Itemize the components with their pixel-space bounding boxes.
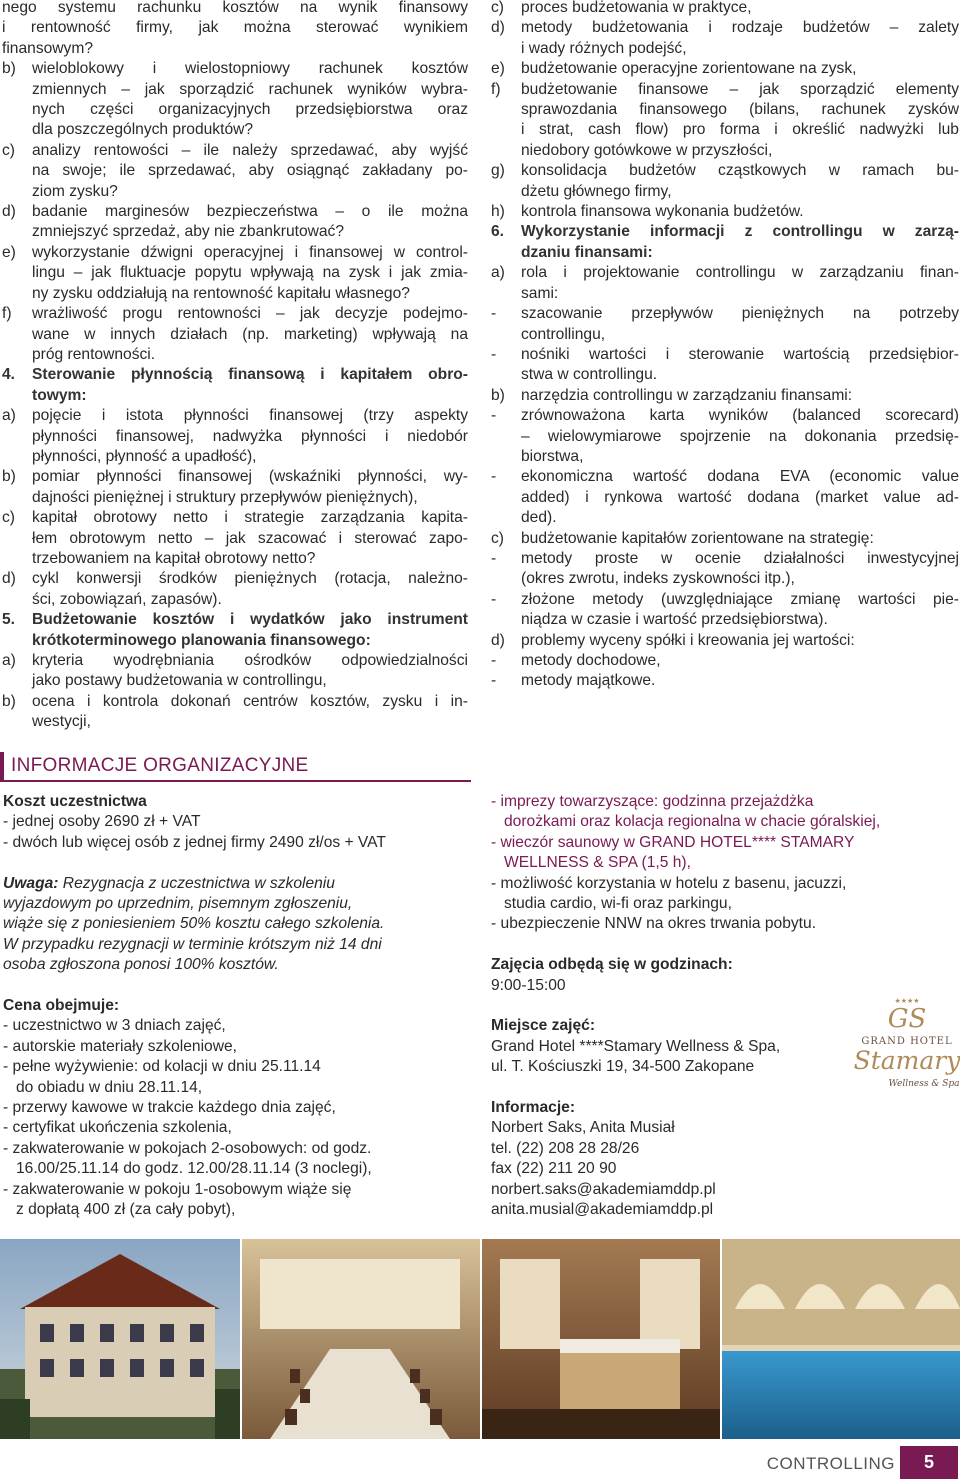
info-line: - dwóch lub więcej osób z jednej firmy 2490 zł/os + VAT <box>3 833 386 851</box>
item-line: sprawozdania finansowego (bilans, rachunek zysków <box>521 101 959 119</box>
item-line: metody majątkowe. <box>521 672 656 690</box>
item-line: płynności finansowej, nadwyżka płynności i niedobór <box>32 427 468 445</box>
contact-heading: Informacje: <box>491 1099 576 1117</box>
item-line: i wady różnych podejść, <box>521 39 687 57</box>
item-line: budżetowanie kapitałów zorientowane na strategię: <box>521 529 874 547</box>
item-line: metody dochodowe, <box>521 652 661 669</box>
extras-highlighted-list <box>491 792 959 874</box>
outline-item <box>491 304 959 345</box>
info-line: - certyfikat ukończenia szkolenia, <box>3 1119 232 1137</box>
item-line: Budżetowanie kosztów i wydatków jako instrument <box>32 611 468 629</box>
place-heading: Miejsce zajęć: <box>491 1017 596 1035</box>
contact-list <box>491 1118 959 1220</box>
item-marker: - <box>491 407 497 425</box>
section-heading <box>2 365 468 406</box>
outline-item <box>491 651 959 671</box>
item-line: wykorzystanie dźwigni operacyjnej i finansowej w control- <box>32 243 468 261</box>
info-line: fax (22) 211 20 90 <box>491 1160 617 1178</box>
item-marker: b) <box>2 692 16 710</box>
item-line: i strat, cash flow) pro forma i określić nadwyżki lub <box>521 121 959 139</box>
item-marker: c) <box>491 0 504 16</box>
info-line: osoba zgłoszona ponosi 100% kosztów. <box>3 956 279 974</box>
outline-item <box>491 202 959 222</box>
cost-heading: Koszt uczestnictwa <box>3 793 147 810</box>
page-number: 5 <box>900 1446 958 1479</box>
grand-hotel-stamary-logo <box>852 994 960 1094</box>
hours-heading: Zajęcia odbędą się w godzinach: <box>491 956 733 974</box>
extras-list <box>491 874 959 935</box>
item-line: pomiar płynności finansowej (wskaźniki płynności, wy- <box>32 468 468 486</box>
hotel-room-photo <box>482 1239 720 1439</box>
item-line: Wykorzystanie informacji z controllingu w zarzą- <box>521 223 959 241</box>
outline-item <box>2 569 468 610</box>
item-line: pojęcie i istota płynności finansowej (trzy aspekty <box>32 407 468 425</box>
info-line: ul. T. Kościuszki 19, 34-500 Zakopane <box>491 1058 755 1076</box>
outline-item <box>491 386 959 406</box>
info-line: do obiadu w dniu 28.11.14, <box>3 1078 203 1096</box>
outline-item <box>491 59 959 79</box>
item-marker: f) <box>491 80 501 98</box>
item-line: kontrola finansowa wykonania budżetów. <box>521 203 804 221</box>
logo-stars: ★★★★ <box>894 997 920 1005</box>
item-line: badanie marginesów bezpieczeństwa – o ile można <box>32 203 468 221</box>
item-marker: c) <box>491 529 504 547</box>
item-marker: c) <box>2 141 15 159</box>
logo-monogram: GS <box>887 1004 927 1034</box>
outline-item <box>491 671 959 691</box>
item-line: na swoje; ile sprzedawać, aby osiągnąć zakładany po- <box>32 162 468 180</box>
item-marker: f) <box>2 305 12 323</box>
outline-item <box>2 406 468 467</box>
item-marker: b) <box>2 60 16 78</box>
outline-item <box>2 243 468 304</box>
info-line: - jednej osoby 2690 zł + VAT <box>3 813 201 831</box>
outline-item <box>2 651 468 692</box>
outline-item <box>2 141 468 202</box>
outline-item <box>2 202 468 243</box>
outline-item <box>2 467 468 508</box>
item-line: kryteria wyodrębniania ośrodków odpowiedzialności <box>32 652 468 669</box>
item-line: próg rentowności. <box>32 345 156 363</box>
info-line: - imprezy towarzyszące: godzinna przejażdżka <box>491 793 814 810</box>
item-marker: - <box>491 345 497 363</box>
item-marker: - <box>491 672 497 690</box>
info-line: - uczestnictwo w 3 dniach zajęć, <box>3 1017 226 1035</box>
outline-item <box>491 345 959 386</box>
item-line: wrażliwość progu rentowności – jak decyzje podejmo- <box>32 305 468 323</box>
right-text-column <box>491 0 959 692</box>
outline-item <box>491 631 959 651</box>
item-line: controllingu, <box>521 325 606 343</box>
item-marker: c) <box>2 509 15 527</box>
item-line: zmniejszyć sprzedaż, aby nie zbankrutować? <box>32 223 345 241</box>
info-line: WELLNESS & SPA (1,5 h), <box>491 854 691 872</box>
left-text-column <box>2 0 468 733</box>
item-line: lingu – jak fluktuacje popytu wpływają na zysk i jak zmia- <box>32 264 468 282</box>
item-line: cykl konwersji środków pieniężnych (rotacja, należno- <box>32 570 468 588</box>
info-line: Grand Hotel ****Stamary Wellness & Spa, <box>491 1037 781 1055</box>
hotel-photo-strip <box>0 1239 960 1439</box>
outline-item <box>2 304 468 365</box>
item-line: niądza w czasie i wartość przedsiębiorstwa). <box>521 611 828 629</box>
info-line: - pełne wyżywienie: od kolacji w dniu 25.11.14 <box>3 1058 321 1076</box>
item-line: dla poszczególnych produktów? <box>32 121 254 139</box>
item-line: ocena i kontrola dokonań centrów kosztów, zysku i in- <box>32 692 468 710</box>
item-line: narzędzia controllingu w zarządzaniu finansami: <box>521 386 853 404</box>
item-marker: b) <box>491 386 505 404</box>
outline-item <box>2 0 468 59</box>
info-line: W przypadku rezygnacji w terminie krótszym niż 14 dni <box>3 935 382 953</box>
item-line: – wielowymiarowe spojrzenie na dokonania przedsię- <box>521 427 959 445</box>
item-line: westycji, <box>32 713 91 731</box>
item-line: towym: <box>32 386 87 404</box>
info-line: tel. (22) 208 28 28/26 <box>491 1139 640 1157</box>
section-heading <box>491 222 959 263</box>
item-line: dajności pieniężnej i struktury przepływów pieniężnych), <box>32 488 418 506</box>
info-section-header <box>0 752 471 782</box>
item-marker: - <box>491 305 497 323</box>
item-line: złożone metody (uwzględniające zmianę wartości pie- <box>521 590 959 608</box>
organizational-info-left <box>3 792 473 1221</box>
item-marker: a) <box>2 407 16 425</box>
item-line: analizy rentowości – ile należy sprzedawać, aby wyjść <box>32 141 468 159</box>
item-line: konsolidacja budżetów cząstkowych w ramach bu- <box>521 162 959 180</box>
price-includes-heading: Cena obejmuje: <box>3 997 120 1015</box>
price-includes-list <box>3 1016 473 1220</box>
item-line: kapitał obrotowy netto i strategie zarządzania kapita- <box>32 509 468 527</box>
swimming-pool-photo <box>722 1239 960 1439</box>
info-line: - autorskie materiały szkoleniowe, <box>3 1037 237 1055</box>
item-line: ny zysku oddziałują na rentowność kapitału własnego? <box>32 284 410 302</box>
item-line: ekonomiczna wartość dodana EVA (economic value <box>521 468 959 486</box>
outline-item <box>491 263 959 304</box>
item-marker: 4. <box>2 366 16 384</box>
item-line: (okres zwrotu, indeks zyskowności itp.), <box>521 570 795 588</box>
item-marker: e) <box>2 243 16 261</box>
item-marker: d) <box>491 631 505 649</box>
item-line: budżetowanie operacyjne zorientowane na zysk, <box>521 60 857 78</box>
info-line: Norbert Saks, Anita Musiał <box>491 1119 675 1137</box>
item-line: trzebowaniem na kapitał obrotowy netto? <box>32 549 316 567</box>
item-line: płynności, płynność a upadłość), <box>32 447 257 465</box>
hours-value: 9:00-15:00 <box>491 976 566 994</box>
info-line: z dopłatą 400 zł (za cały pobyt), <box>3 1201 236 1219</box>
item-marker: d) <box>491 19 505 37</box>
item-line: jako postawy budżetowania w controllingu, <box>32 672 327 690</box>
item-line: dzaniu finansami: <box>521 243 653 261</box>
logo-line-3: Wellness & Spa <box>888 1079 960 1089</box>
info-line: wyjazdowym po uprzednim, pisemnym zgłoszeniu, <box>3 895 353 913</box>
info-line: anita.musial@akademiamddp.pl <box>491 1201 714 1219</box>
item-line: Sterowanie płynnością finansową i kapitałem obro- <box>32 366 468 384</box>
item-line: szacowanie przepływów pieniężnych na potrzeby <box>521 305 959 323</box>
item-marker: d) <box>2 203 16 221</box>
item-line: i rentowność firmy, jak można sterować wynikiem <box>2 19 468 37</box>
item-marker: b) <box>2 468 16 486</box>
item-line: stwa w controllingu. <box>521 366 658 384</box>
info-line: - możliwość korzystania w hotelu z basenu, jacuzzi, <box>491 874 847 892</box>
item-line: metody proste w ocenie działalności inwestycyjnej <box>521 549 959 567</box>
cost-list <box>3 812 473 853</box>
item-marker: - <box>491 652 497 669</box>
item-line: rola i projektowanie controllingu w zarządzaniu finan- <box>521 264 959 282</box>
info-line: - przerwy kawowe w trakcie każdego dnia zajęć, <box>3 1099 336 1117</box>
item-line: ded). <box>521 509 557 527</box>
outline-item <box>491 590 959 631</box>
info-line: 16.00/25.11.14 do godz. 12.00/28.11.14 (3 noclegi), <box>3 1160 372 1178</box>
info-line: - zakwaterowanie w pokoju 1-osobowym wiąże się <box>3 1180 352 1198</box>
item-line: budżetowanie finansowe – jak sporządzić elementy <box>521 80 959 98</box>
footer-label: CONTROLLING <box>766 1454 895 1473</box>
logo-line-2: Stamary <box>853 1046 960 1075</box>
item-line: finansowym? <box>2 39 94 57</box>
info-line: studia cardio, wi-fi oraz parkingu, <box>491 895 732 913</box>
item-marker: 6. <box>491 223 505 241</box>
item-line: nego systemu rachunku kosztów na wynik finansowy <box>2 0 468 16</box>
item-marker: e) <box>491 60 505 78</box>
item-line: zrównoważona karta wyników (balanced scorecard) <box>521 407 959 425</box>
item-line: krótkoterminowego planowania finansowego: <box>32 631 371 649</box>
item-line: added) i rynkowa wartość dodana (market value ad- <box>521 488 959 506</box>
item-line: łem obrotowym netto – jak szacować i sterować zapo- <box>32 529 468 547</box>
item-marker: - <box>491 590 497 608</box>
outline-item <box>491 0 959 18</box>
info-line: wiąże się z poniesieniem 50% kosztu całego szkolenia. <box>3 915 385 933</box>
item-line: wieloblokowy i wielostopniowy rachunek kosztów <box>32 60 468 78</box>
page-footer <box>0 1446 960 1479</box>
item-line: problemy wyceny spółki i kreowania jej wartości: <box>521 631 855 649</box>
info-line: - ubezpieczenie NNW na okres trwania pobytu. <box>491 915 817 933</box>
info-line: dorożkami oraz kolacja regionalna w chacie góralskiej, <box>491 813 881 831</box>
outline-item <box>2 692 468 733</box>
item-line: dżetu głównego firmy, <box>521 182 672 200</box>
conference-room-photo <box>242 1239 480 1439</box>
item-marker: - <box>491 468 497 486</box>
outline-item <box>491 80 959 162</box>
item-marker: a) <box>2 652 16 669</box>
note-label: Uwaga: <box>3 874 59 892</box>
item-line: nych części organizacyjnych przedsiębiorstwa oraz <box>32 101 468 119</box>
outline-item <box>491 529 959 549</box>
item-line: sami: <box>521 284 559 302</box>
logo-line-1: GRAND HOTEL <box>861 1036 953 1047</box>
outline-item <box>491 18 959 59</box>
item-line: nośniki wartości i sterowanie wartością przedsiębior- <box>521 345 959 363</box>
outline-item <box>491 549 959 590</box>
item-line: biorstwa, <box>521 447 584 465</box>
item-line: proces budżetowania w praktyce, <box>521 0 752 16</box>
item-line: ści, zobowiązań, zapasów). <box>32 590 222 608</box>
item-marker: d) <box>2 570 16 588</box>
info-line: - wieczór saunowy w GRAND HOTEL**** STAMARY <box>491 833 855 851</box>
outline-item <box>491 406 959 467</box>
item-marker: a) <box>491 264 505 282</box>
item-line: metody budżetowania i rodzaje budżetów – zalety <box>521 19 959 37</box>
info-line: norbert.saks@akademiamddp.pl <box>491 1180 716 1198</box>
info-section-title: INFORMACJE ORGANIZACYJNE <box>11 755 309 776</box>
item-line: ziom zysku? <box>32 182 118 200</box>
item-marker: - <box>491 549 497 567</box>
item-marker: g) <box>491 162 505 180</box>
cancellation-note <box>3 874 473 976</box>
outline-item <box>491 161 959 202</box>
item-marker: 5. <box>2 611 16 629</box>
outline-item <box>2 508 468 569</box>
info-line: - zakwaterowanie w pokojach 2-osobowych: od godz. <box>3 1139 372 1157</box>
section-heading <box>2 610 468 651</box>
hotel-exterior-photo <box>0 1239 240 1439</box>
info-line: Rezygnacja z uczestnictwa w szkoleniu <box>58 874 335 892</box>
item-marker: h) <box>491 203 505 221</box>
item-line: zmiennych – jak sporządzić rachunek wyników wybra- <box>32 80 468 98</box>
outline-item <box>491 467 959 528</box>
item-line: wane w innych działach (np. marketing) wpływają na <box>32 325 468 343</box>
item-line: niedobory gotówkowe w przyszłości, <box>521 141 773 159</box>
outline-item <box>2 59 468 141</box>
